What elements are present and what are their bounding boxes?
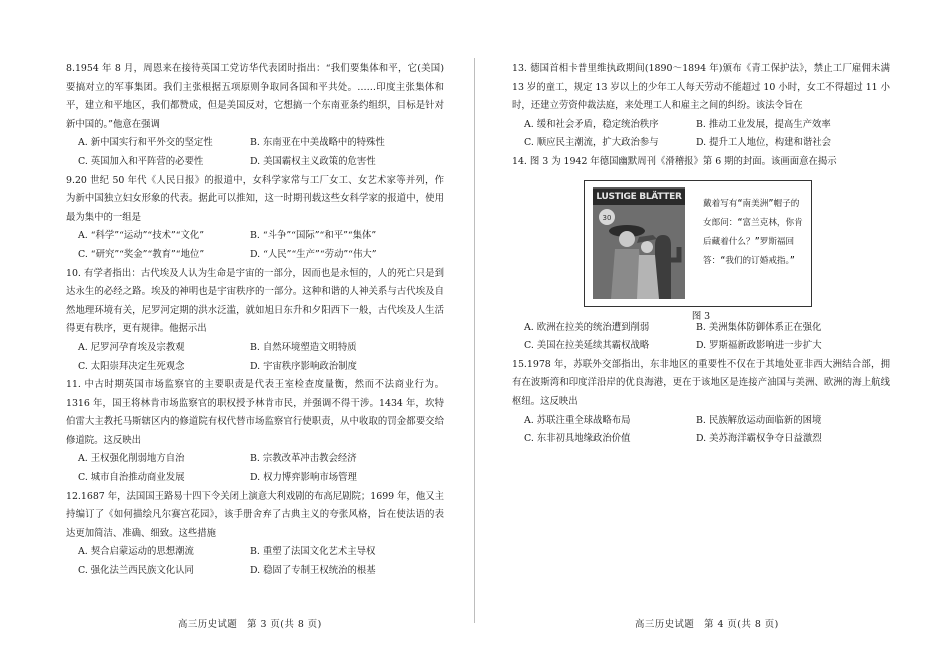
question-list-left (66, 60, 444, 581)
option-d: D. 权力博弈影响市场管理 (250, 472, 357, 484)
option-list (512, 116, 890, 153)
question-stem: 12.1687 年，法国国王路易十四下令关闭上演意大利戏剧的布高尼剧院；1699 年，他又主持编订了《如何描绘凡尔赛宫花园》，该手册舍弃了古典主义的夸张风格，旨在使法语的表达更加简洁、准确、细致。这些措施 (66, 490, 444, 539)
question-10 (66, 265, 444, 377)
option-c: C. 强化法兰西民族文化认同 (78, 565, 194, 577)
option-d: D. 美国霸权主义政策的危害性 (250, 155, 376, 167)
option-b: B. 宗教改革冲击教会经济 (250, 453, 357, 465)
option-a: A. 苏联注重全球战略布局 (524, 414, 631, 426)
option-a: A. 尼罗河孕育埃及宗教观 (78, 341, 185, 353)
magazine-cover-image (593, 187, 685, 299)
option-c: C. 英国加入和平阵营的必要性 (78, 155, 204, 167)
option-c: C. 城市自治推动商业发展 (78, 472, 185, 484)
question-stem: 10. 有学者指出：古代埃及人认为生命是宇宙的一部分，因而也是永恒的，人的死亡只是到达永生的必经之路。埃及的神明也是宇宙秩序的一部分。这种和谐的人神关系与古代埃及自然地理环境有关，尼罗河定期的洪水泛滥，就如旭日东升和夕阳西下一般，古代埃及人生活得更有秩序，更有规律。他据示出 (66, 267, 444, 335)
magazine-title: LUSTIGE BLÄTTER (593, 189, 685, 205)
question-13 (512, 60, 890, 153)
figure-3 (512, 174, 890, 322)
option-c: C. 美国在拉美延续其霸权战略 (524, 340, 650, 352)
option-c: C. 顺应民主潮流，扩大政治参与 (524, 137, 659, 149)
option-a: A. “科学”“运动”“技术”“文化” (78, 230, 205, 242)
question-stem: 9.20 世纪 50 年代《人民日报》的报道中，女科学家常与工厂女工、女艺术家等并列，作为新中国独立妇女形象的代表。据此可以推知，这一时期刊载这些女科学家的报道中，使用最为集中的一组是 (66, 174, 444, 223)
option-b: B. 民族解放运动面临新的困境 (696, 414, 822, 426)
svg-text:30: 30 (602, 213, 612, 222)
page-footer: 高三历史试题 第 4 页(共 8 页) (635, 619, 779, 630)
option-d: D. 美苏海洋霸权争夺日益激烈 (696, 433, 822, 445)
option-b: B. 自然环境塑造文明特质 (250, 341, 357, 353)
option-list (66, 227, 444, 264)
question-15 (512, 356, 890, 449)
page-right (475, 0, 950, 663)
question-11 (66, 376, 444, 488)
question-8 (66, 60, 444, 172)
option-d: D. 罗斯福新政影响进一步扩大 (696, 340, 822, 352)
question-stem: 13. 德国首相卡普里维执政期间(1890～1894 年)颁布《青工保护法》，禁止工厂雇佣未满 13 岁的童工，规定 13 岁以上的少年工人每天劳动不能超过 10 小时，女工不得超过 11 小时，还建立劳资仲裁法庭，来处理工人和雇主之间的纠纷。该法令旨在 (512, 63, 890, 112)
question-12 (66, 488, 444, 581)
option-a: A. 契合启蒙运动的思想潮流 (78, 546, 194, 558)
question-stem: 14. 图 3 为 1942 年德国幽默周刊《滑稽报》第 6 期的封面。该画面意在揭示 (512, 155, 837, 167)
option-list (66, 339, 444, 376)
option-a: A. 缓和社会矛盾，稳定统治秩序 (524, 118, 659, 130)
cartoon-dialogue: 戴着写有“南美洲”帽子的女郎问：“富兰克林，你肯后藏着什么？”罗斯福回答：“我们的订婚戒指。” (703, 198, 803, 266)
option-b: B. 重塑了法国文化艺术主导权 (250, 546, 376, 558)
option-d: D. “人民”“生产”“劳动”“伟大” (250, 248, 377, 260)
option-b: B. 美洲集体防御体系正在强化 (696, 321, 822, 333)
option-d: D. 稳固了专制王权统治的根基 (250, 565, 376, 577)
option-a: A. 王权强化削弱地方自治 (78, 453, 185, 465)
question-14 (512, 153, 890, 356)
question-stem: 15.1978 年，苏联外交部指出，东非地区的重要性不仅在于其地处亚非西大洲结合部，拥有在波斯湾和印度洋沿岸的优良海港，更在于该地区是连接产油国与美洲、欧洲的海上航线枢纽。这反映出 (512, 358, 890, 407)
figure-label: 图 3 (691, 310, 711, 322)
figure-frame (584, 180, 812, 307)
question-stem: 8.1954 年 8 月，周恩来在接待英国工党访华代表团时指出：“我们要集体和平，它(美国)要搞对立的军事集团。我们主张根据五项原则争取同各国和平共处。……印度主张集体和平，建立和平地区，我们都赞成，但是美国反对，它想搞一个东南亚条约组织，目标是针对新中国的。”他意在强调 (66, 63, 444, 130)
question-9 (66, 172, 444, 265)
option-c: C. “研究”“奖金”“教育”“地位” (78, 248, 205, 260)
option-list (512, 412, 890, 449)
option-list (66, 450, 444, 487)
question-list-right (512, 60, 890, 449)
option-list (66, 543, 444, 580)
option-a: A. 新中国实行和平外交的坚定性 (78, 137, 213, 149)
option-d: D. 提升工人地位，构建和谐社会 (696, 137, 832, 149)
option-c: C. 东非初具地缘政治价值 (524, 433, 631, 445)
option-b: B. “斗争”“国际”“和平”“集体” (250, 230, 377, 242)
cartoon-illustration (593, 205, 685, 299)
option-list (66, 134, 444, 171)
question-stem: 11. 中古时期英国市场监察官的主要职责是代表王室检查度量衡，然而不法商业行为。1316 年，国王将林肯市场监察官的职权授予林肯市民，并强调不得干涉。1434 年，坎特伯雷大主教托马斯辖区内的修道院有权代替市场监察官行使职责，从中收取的罚金都要交给修道院。这反映出 (66, 379, 444, 446)
page-footer: 高三历史试题 第 3 页(共 8 页) (178, 619, 322, 630)
option-a: A. 欧洲在拉美的统治遭到削弱 (524, 321, 650, 333)
option-c: C. 太阳崇拜决定生死观念 (78, 360, 185, 372)
option-b: B. 推动工业发展，提高生产效率 (696, 118, 831, 130)
option-d: D. 宇宙秩序影响政治制度 (250, 360, 357, 372)
option-b: B. 东南亚在中美战略中的特殊性 (250, 137, 385, 149)
